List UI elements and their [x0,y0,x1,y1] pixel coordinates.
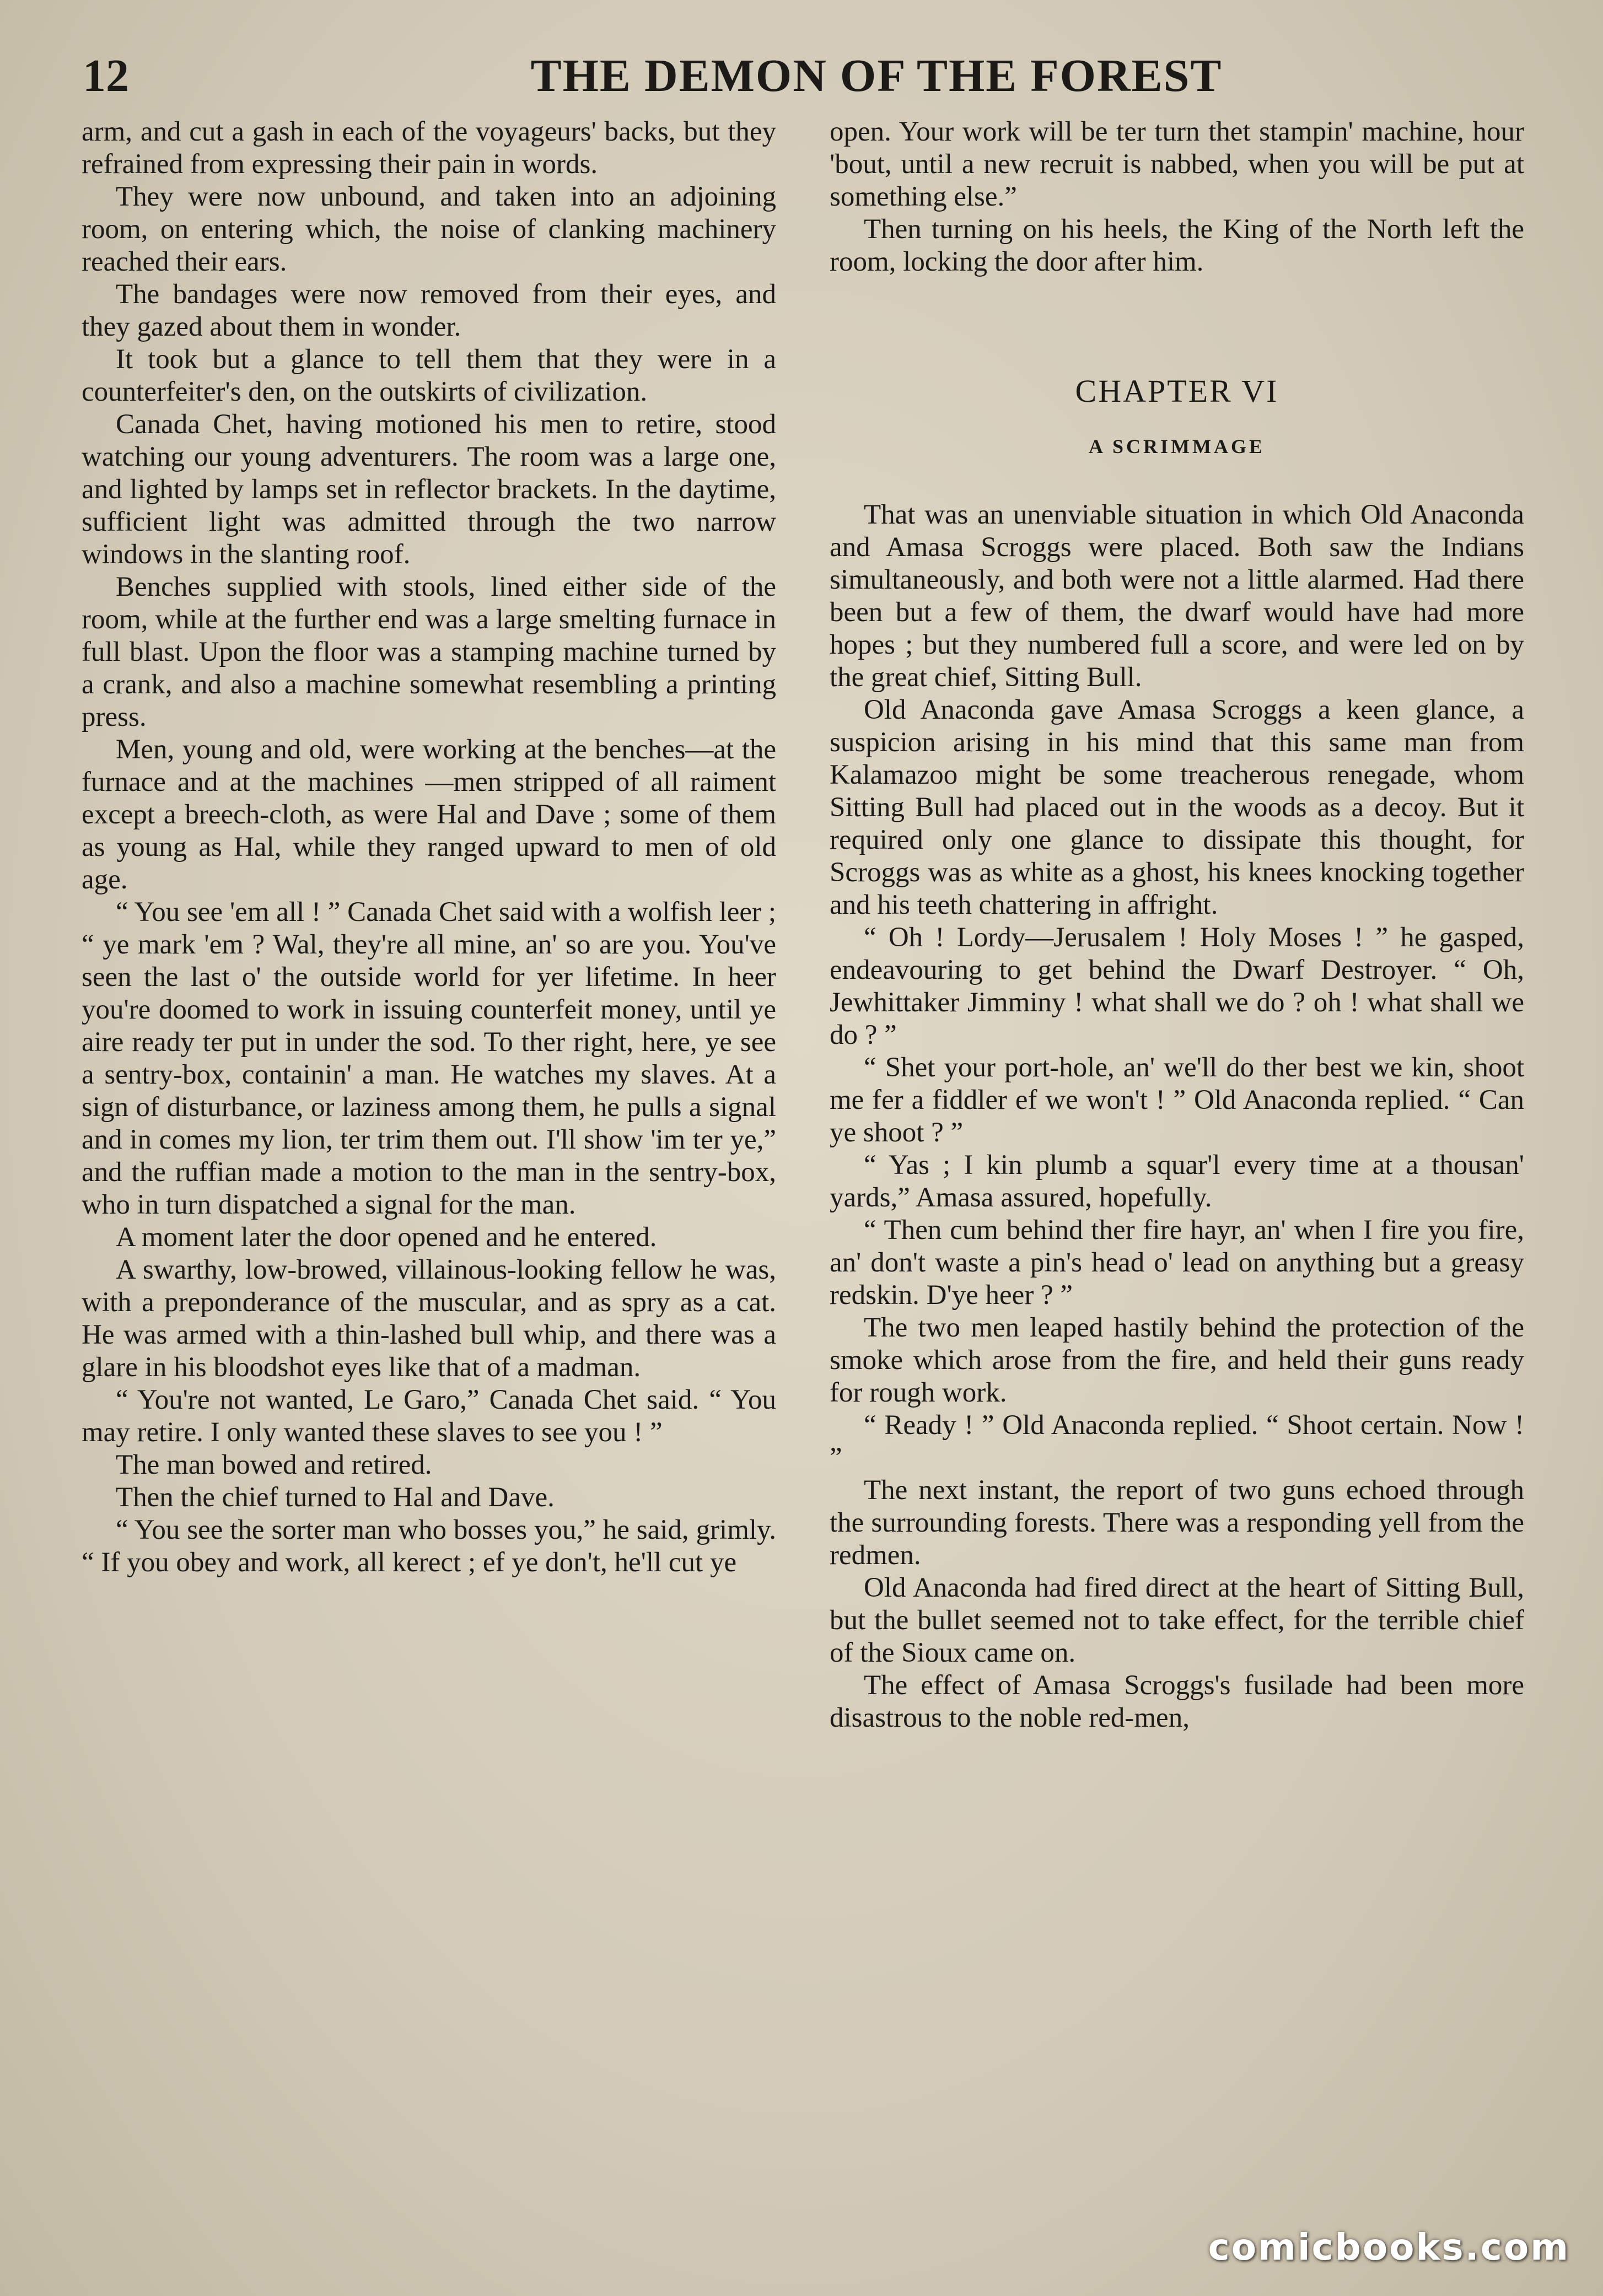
site-watermark: comicbooks.com [1208,2226,1570,2268]
paragraph: Men, young and old, were working at the benches—at the furnace and at the machines —men stripped of all raiment except a breech-cloth, as were Hal and Dave ; some of them as young as Hal, while they ranged upward to men of old age. [82,734,776,895]
paragraph: Then the chief turned to Hal and Dave. [116,1482,555,1513]
left-column [82,116,776,1579]
paragraph: Old Anaconda had fired direct at the heart of Sitting Bull, but the bullet seemed not to take effect, for the terrible chief of the Sioux came on. [830,1572,1524,1668]
paragraph: A swarthy, low-browed, villainous-looking fellow he was, with a preponderance of the muscular, and as spry as a cat. He was armed with a thin-lashed bull whip, and there was a glare in his bloodshot eyes like that of a madman. [82,1254,776,1383]
paragraph: They were now unbound, and taken into an adjoining room, on entering which, the noise of clanking machinery reached their ears. [82,181,776,277]
paragraph: “ Then cum behind ther fire hayr, an' when I fire you fire, an' don't waste a pin's head o' lead on anything but a greasy redskin. D'ye heer ? ” [830,1215,1524,1311]
paragraph: “ You're not wanted, Le Garo,” Canada Chet said. “ You may retire. I only wanted these slaves to see you ! ” [82,1384,776,1448]
paragraph: “ You see 'em all ! ” Canada Chet said with a wolfish leer ; “ ye mark 'em ? Wal, they're all mine, an' so are you. You've seen the last o' the outside world for yer lifetime. In heer you're doomed to work in issuing counterfeit money, until ye aire ready ter put in under the sod. To ther right, here, ye see a sentry-box, containin' a man. He watches my slaves. At a sign of disturbance, or laziness among them, he pulls a signal and in comes my lion, ter trim them out. I'll show 'im ter ye,” and the ruffian made a motion to the man in the sentry-box, who in turn dispatched a signal for the man. [82,897,776,1220]
paragraph: Old Anaconda gave Amasa Scroggs a keen glance, a suspicion arising in his mind that this same man from Kalamazoo might be some treacherous renegade, whom Sitting Bull had placed out in the woods as a decoy. But it required only one glance to dissipate this thought, for Scroggs was as white as a ghost, his knees knocking together and his teeth chattering in affright. [830,694,1524,920]
paragraph: Benches supplied with stools, lined either side of the room, while at the further end was a large smelting furnace in full blast. Upon the floor was a stamping machine turned by a crank, and also a machine somewhat resembling a printing press. [82,572,776,732]
paragraph: That was an unenviable situation in which Old Anaconda and Amasa Scroggs were placed. Both saw the Indians simultaneously, and both were not a little alarmed. Had there been but a few of them, the dwarf would have had more hopes ; but they numbered full a score, and were led on by the great chief, Sitting Bull. [830,499,1524,693]
paragraph: “ Yas ; I kin plumb a squar'l every time at a thousan' yards,” Amasa assured, hopefully. [830,1150,1524,1213]
right-column [830,116,1524,1734]
page-number: 12 [83,50,129,101]
running-title: THE DEMON OF THE FOREST [530,50,1223,101]
paragraph: The next instant, the report of two guns echoed through the surrounding forests. There was a responding yell from the redmen. [830,1475,1524,1571]
paragraph: The two men leaped hastily behind the protection of the smoke which arose from the fire, and held their guns ready for rough work. [830,1312,1524,1408]
paragraph: It took but a glance to tell them that they were in a counterfeiter's den, on the outskirts of civilization. [82,344,776,407]
page-header [83,43,1538,109]
paragraph: A moment later the door opened and he entered. [116,1222,657,1253]
paragraph: The man bowed and retired. [116,1449,432,1480]
chapter-title: CHAPTER VI [1075,373,1279,409]
paragraph: The effect of Amasa Scroggs's fusilade had been more disastrous to the noble red-men, [830,1670,1524,1733]
paragraph: open. Your work will be ter turn thet stampin' machine, hour 'bout, until a new recruit is nabbed, when you will be put at something else.” [830,116,1524,212]
paragraph: Then turning on his heels, the King of the North left the room, locking the door after him. [830,214,1524,277]
paragraph: “ Oh ! Lordy—Jerusalem ! Holy Moses ! ” he gasped, endeavouring to get behind the Dwarf Destroyer. “ Oh, Jewhittaker Jimminy ! what shall we do ? oh ! what shall we do ? ” [830,922,1524,1050]
paragraph: “ You see the sorter man who bosses you,” he said, grimly. “ If you obey and work, all kerect ; ef ye don't, he'll cut ye [82,1515,776,1578]
paragraph: Canada Chet, having motioned his men to retire, stood watching our young adventurers. The room was a large one, and lighted by lamps set in reflector brackets. In the daytime, sufficient light was admitted through the two narrow windows in the slanting roof. [82,409,776,570]
paragraph: The bandages were now removed from their eyes, and they gazed about them in wonder. [82,279,776,342]
chapter-subtitle: A SCRIMMAGE [1088,435,1265,457]
paragraph: “ Shet your port-hole, an' we'll do ther best we kin, shoot me fer a fiddler ef we won't ! ” Old Anaconda replied. “ Can ye shoot ? ” [830,1052,1524,1148]
paragraph: “ Ready ! ” Old Anaconda replied. “ Shoot certain. Now ! ” [830,1410,1524,1473]
paragraph: arm, and cut a gash in each of the voyageurs' backs, but they refrained from expressing their pain in words. [82,116,776,180]
